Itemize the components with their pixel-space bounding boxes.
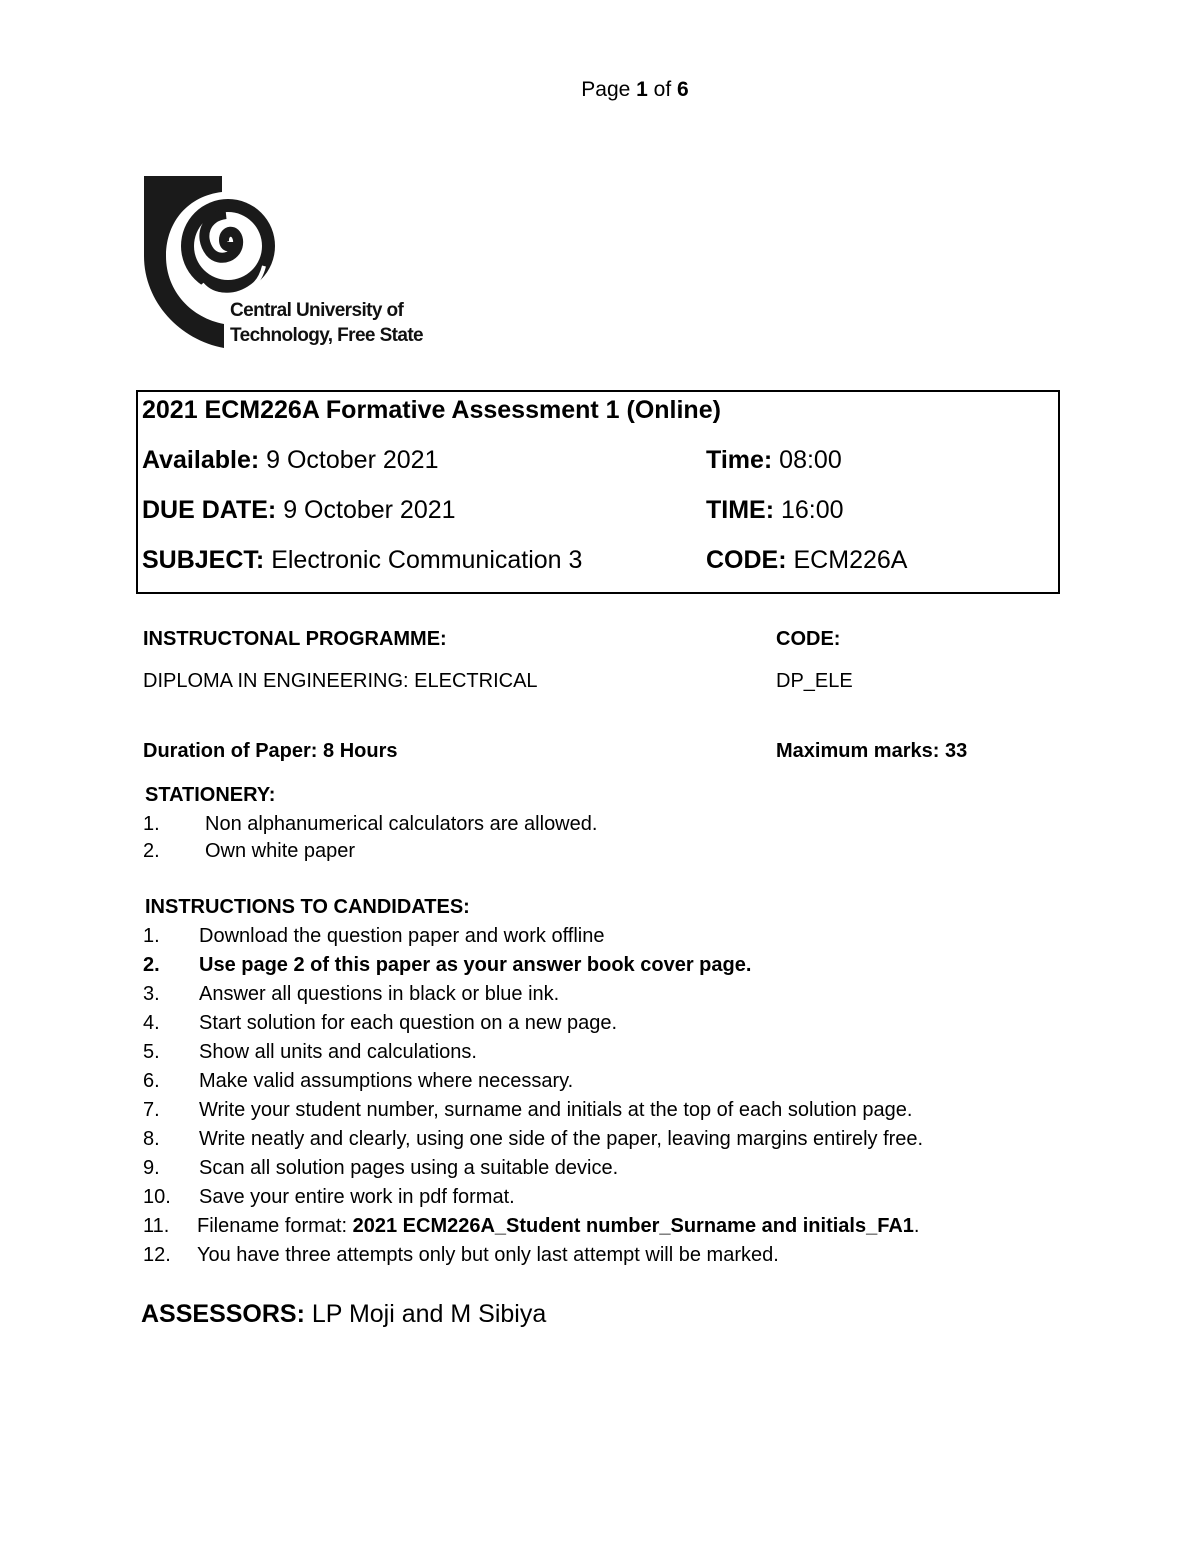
list-item-text: Write your student number, surname and initials at the top of each solution page.: [199, 1099, 913, 1121]
assessment-info-box: [136, 390, 1060, 594]
subject-value: Electronic Communication 3: [264, 546, 583, 574]
list-item-text: Use page 2 of this paper as your answer book cover page.: [199, 954, 752, 976]
time-label: Time:: [706, 446, 773, 474]
due-date-value: 9 October 2021: [276, 496, 456, 524]
list-item-number: 6.: [143, 1070, 160, 1092]
list-item-number: 4.: [143, 1012, 160, 1034]
list-item-text: Write neatly and clearly, using one side of the paper, leaving margins entirely free.: [199, 1128, 924, 1150]
programme-name: DIPLOMA IN ENGINEERING: ELECTRICAL: [143, 670, 538, 692]
list-item-number: 12.: [143, 1244, 171, 1266]
list-item-number: 1.: [143, 925, 160, 947]
university-name-line-2: Technology, Free State: [230, 325, 424, 346]
assessors-label: ASSESSORS:: [141, 1300, 305, 1328]
filename-format-label: Filename format:: [197, 1215, 353, 1237]
list-item-text: Download the question paper and work offline: [199, 925, 605, 947]
list-item-text: [197, 1215, 919, 1238]
due-date: [142, 496, 456, 525]
time-value: 08:00: [772, 446, 842, 474]
subject-label: SUBJECT:: [142, 546, 265, 574]
due-date-label: DUE DATE:: [142, 496, 277, 524]
available-date: [142, 446, 438, 475]
page-total: 6: [677, 78, 689, 101]
list-item-number: 8.: [143, 1128, 160, 1150]
list-item-text: You have three attempts only but only last attempt will be marked.: [197, 1244, 779, 1266]
available-label: Available:: [142, 446, 260, 474]
list-item-number: 7.: [143, 1099, 160, 1121]
programme-code-heading: CODE:: [776, 628, 841, 650]
list-item-text: Save your entire work in pdf format.: [199, 1186, 515, 1208]
due-time-value: 16:00: [774, 496, 844, 524]
university-name: [230, 298, 423, 348]
filename-format-suffix: .: [913, 1215, 920, 1237]
university-name-line-1: Central University of: [230, 300, 404, 321]
list-item-number: 9.: [143, 1157, 160, 1179]
list-item-text: Start solution for each question on a new page.: [199, 1012, 618, 1034]
page-label: Page: [581, 78, 637, 101]
assessors: [141, 1300, 546, 1329]
list-item-number: 3.: [143, 983, 160, 1005]
list-item-number: 11.: [143, 1215, 170, 1237]
assessors-names: LP Moji and M Sibiya: [304, 1300, 547, 1328]
subject-code: [706, 546, 907, 575]
instructions-heading: INSTRUCTIONS TO CANDIDATES:: [145, 896, 470, 918]
page-of-label: of: [647, 78, 678, 101]
list-item-text: Own white paper: [205, 840, 356, 862]
list-item-number: 1.: [143, 813, 160, 835]
programme-heading: INSTRUCTONAL PROGRAMME:: [143, 628, 447, 650]
due-time: [706, 496, 844, 525]
subject-code-value: ECM226A: [786, 546, 908, 574]
available-value: 9 October 2021: [259, 446, 439, 474]
available-time: [706, 446, 842, 475]
page-current: 1: [636, 78, 648, 101]
list-item-text: Make valid assumptions where necessary.: [199, 1070, 574, 1092]
subject: [142, 546, 582, 575]
list-item-number: 10.: [143, 1186, 171, 1208]
filename-format-pattern: 2021 ECM226A_Student number_Surname and initials_FA1: [352, 1215, 914, 1237]
page-number: [0, 78, 1200, 102]
list-item-number: 5.: [143, 1041, 160, 1063]
list-item-text: Answer all questions in black or blue ink.: [199, 983, 560, 1005]
paper-duration: Duration of Paper: 8 Hours: [143, 740, 398, 762]
stationery-heading: STATIONERY:: [145, 784, 276, 806]
list-item-number: 2.: [143, 840, 160, 862]
assessment-title: 2021 ECM226A Formative Assessment 1 (Online): [142, 396, 721, 424]
due-time-label: TIME:: [706, 496, 775, 524]
programme-code: DP_ELE: [776, 670, 853, 692]
list-item-text: Non alphanumerical calculators are allowed.: [205, 813, 598, 835]
subject-code-label: CODE:: [706, 546, 787, 574]
list-item-text: Scan all solution pages using a suitable device.: [199, 1157, 619, 1179]
list-item-number: 2.: [143, 954, 160, 976]
maximum-marks: Maximum marks: 33: [776, 740, 968, 762]
university-logo: [140, 174, 440, 354]
list-item-text: Show all units and calculations.: [199, 1041, 477, 1063]
